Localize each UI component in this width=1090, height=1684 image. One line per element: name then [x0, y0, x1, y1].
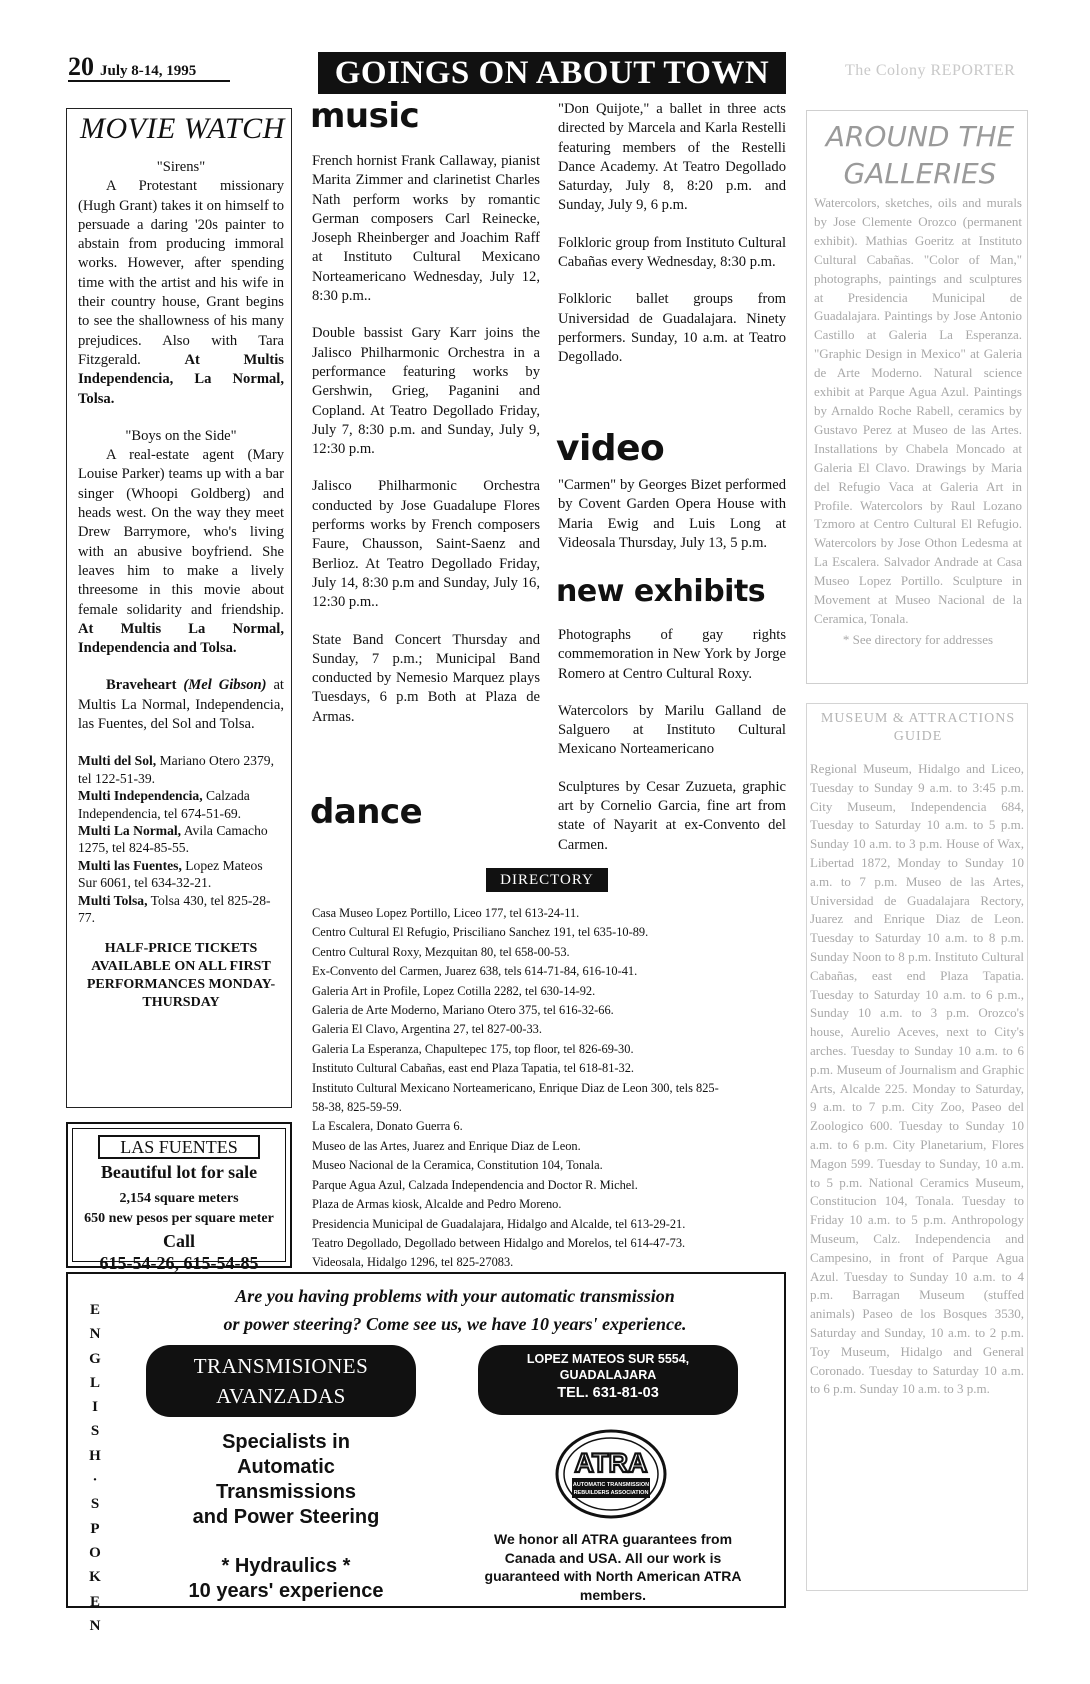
movie-review-text: A real-estate agent (Mary Louise Parker) teams up with a bar singer (Whoopi Goldberg) and heads west. On the way they meet Drew Barrymore, who's living with an abusive boyfriend. She leaves him to make a lively threesome in this movie about female solidarity and friendship. — [78, 447, 284, 618]
dance-heading: dance — [310, 792, 423, 832]
ad-lot-call: Call — [162, 1231, 195, 1251]
dance-item: Folkloric ballet groups from Universidad de Guadalajara. Ninety performers. Sunday, 10 a.m. at Teatro Degollado. — [558, 291, 786, 366]
directory-entry: Instituto Cultural Cabañas, east end Plaza Tapatia, tel 618-81-32. — [312, 1061, 635, 1076]
header-rule — [68, 80, 230, 82]
movie-review-text: at Multis La Normal, Independencia, las Fuentes, del Sol and Tolsa. — [78, 677, 284, 733]
page-header — [68, 52, 196, 82]
museum-guide-title: MUSEUM & ATTRACTIONS GUIDE — [820, 711, 1016, 744]
directory-entry: Casa Museo Lopez Portillo, Liceo 177, tel 613-24-11. — [312, 906, 580, 920]
music-heading: music — [310, 96, 420, 136]
directory-entry: Galeria El Clavo, Argentina 27, tel 827-00-33. — [312, 1022, 542, 1037]
movie-watch-column — [78, 158, 284, 1012]
directory-entry: Teatro Degollado, Degollado between Hidalgo and Morelos, tel 614-47-73. — [312, 1235, 686, 1250]
ad-lot-phones: 615-54-26, 615-54-85 — [99, 1253, 259, 1273]
directory-entry: Videosala, Hidalgo 1296, tel 825-27083. — [312, 1255, 514, 1270]
movie-heading-sirens: "Sirens" — [156, 159, 206, 175]
ad-business-name: TRANSMISIONES AVANZADAS — [146, 1345, 416, 1417]
galleries-text: Watercolors, sketches, oils and murals by Jose Clemente Orozco (permanent exhibit). Mathias Goeritz at Instituto Cultural Cabañas. "Color of Man," photographs, paintings and sculptures at Presidencia Municipal de Guadalajara. Paintings by Jose Antonio Castillo at Galeria La Esperanza. "Graphic Design in Mexico" at Galeria de Arte Moderno. Natural science exhibit at Parque Agua Azul. Paintings by Arnaldo Roche Rabell, ceramics by Gustavo Perez at Museo de las Artes. Installations by Chabela Moncado at Galeria El Clavo. Drawings by Maria del Refugio Vaca at Galeria Art in Profile. Watercolors by Raul Lozano Tzmoro at Centro Cultural El Refugio. Watercolors by Jose Othon Ledesma at La Escalera. Salvador Andrade at Casa Museo Lopez Portillo. Sculpture in Movement at Museo Nacional de la Ceramica, Tonala. — [814, 195, 1022, 626]
movie-review-sirens — [78, 177, 284, 409]
section-banner: GOINGS ON ABOUT TOWN — [318, 52, 786, 94]
cinema-entry: Multi Independencia, Calzada Independencia, tel 674-51-69. — [78, 788, 250, 821]
directory-label: DIRECTORY — [486, 868, 608, 892]
ad-las-fuentes — [66, 1122, 292, 1273]
directory-list — [312, 904, 786, 1273]
movie-venues: At Multis La Normal, Independencia and Tolsa. — [78, 620, 284, 657]
music-column — [312, 152, 540, 739]
dance-item: "Don Quijote," a ballet in three acts directed by Marcela and Karla Restelli featuring members of the Restelli Dance Academy. At Teatro Degollado Saturday, July 8, 8:20 p.m. and Sunday, July 9, 6 p.m. — [558, 101, 786, 214]
directory-entry: Ex-Convento del Carmen, Juarez 638, tels 614-71-84, 616-10-41. — [312, 964, 638, 979]
english-spoken: E N G L I S H · S P O K E N — [89, 1302, 101, 1634]
directory-entry: Parque Agua Azul, Calzada Independencia and Doctor R. Michel. — [312, 1177, 638, 1192]
exhibit-item: Sculptures by Cesar Zuzueta, graphic art by Cornelio Garcia, fine art from state of Nayarit at ex-Convento del Carmen. — [558, 778, 786, 853]
cinema-entry: Multi Tolsa, Tolsa 430, tel 825-28-77. — [78, 892, 271, 925]
exhibit-item: Photographs of gay rights commemoration in New York by Jorge Romero at Centro Cultural Roxy. — [558, 627, 786, 682]
music-item: Jalisco Philharmonic Orchestra conducted by Jose Guadalupe Flores performs works by French composers Faure, Chausson, Saint-Saenz and Berlioz. At Teatro Degollado Friday, July 14, 8:30 p.m and Sunday, July 16, 12:30 p.m.. — [312, 478, 540, 611]
museum-guide-body: Regional Museum, Hidalgo and Liceo, Tuesday to Sunday 9 a.m. to 3:45 p.m. City Museum, Independencia 684, Tuesday to Saturday 10 a.m. to 5 p.m. Sunday 10 a.m. to 3 p.m. House of Wax, Libertad 1872, Monday to Sunday 10 a.m. to 7 p.m. Museo de las Artes, Universidad de Guadalajara Rectory, Juarez and Enrique Diaz de Leon. Tuesday to Saturday 10 a.m. to 8 p.m. Sunday Noon to 8 p.m. Instituto Cultural Cabañas, east end Plaza Tapatia. Tuesday to Saturday 10 a.m. to 6 p.m., Sunday 10 a.m. to 3 p.m. Orozco's house, Aurelio Aceves, next to City's arches. Tuesday to Sunday 10 a.m. to 6 p.m. Museum of Journalism and Graphic Arts, Alcalde 225. Monday to Saturday, 9 a.m. to 7 p.m. City Zoo, Paseo del Zoologico 600. Tuesday to Sunday 10 a.m. to 6 p.m. City Planetarium, Flores Magon 599. Tuesday to Sunday, 10 a.m. to 5 p.m. National Ceramics Museum, Constitucion 104, Tonala. Tuesday to Friday 10 a.m. to 5 p.m. Anthropology Museum, Calz. Independencia and Campesino, in front of Parque Agua Azul. Tuesday to Sunday 10 a.m. to 4 p.m. Barragan Museum (stuffed animals) Paseo de los Bosques 3530, Saturday and Sunday, 10 a.m. to 2 p.m. Toy Museum, Hidalgo and General Coronado. Tuesday to Saturday 10 a.m. to 6 p.m. Sunday 10 a.m. to 3 p.m. — [810, 761, 1024, 1397]
cinema-entry: Multi las Fuentes, Lopez Mateos Sur 6061, tel 634-32-21. — [78, 857, 263, 891]
movie-review-text: A Protestant missionary (Hugh Grant) takes it on himself to persuade a daring '20s painter to abstain from producing immoral works. However, after spending time with the artist and his wife in their country house, Grant begins to see the shallowness of his many prejudices. Also with Tara Fitzgerald. — [78, 178, 284, 368]
ad-lot-title: LAS FUENTES — [98, 1135, 260, 1159]
music-item: French hornist Frank Callaway, pianist Marita Zimmer and clarinetist Charles Nath perform works by romantic German composers Carl Reinecke, Joseph Rheinberger and Joachim Raff at Instituto Cultural Mexicano Norteamericano Wednesday, July 12, 8:30 p.m.. — [312, 153, 540, 305]
directory-entry: Museo Nacional de la Ceramica, Constitution 104, Tonala. — [312, 1158, 603, 1173]
galleries-title: AROUND THE GALLERIES — [825, 120, 1015, 190]
dance-column — [558, 100, 786, 380]
atra-logo-sub1: AUTOMATIC TRANSMISSION — [572, 1482, 650, 1488]
movie-title-braveheart: Braveheart — [106, 677, 177, 694]
directory-entry: Presidencia Municipal de Guadalajara, Hidalgo and Alcalde, tel 613-29-21. — [312, 1216, 686, 1231]
atra-logo-icon — [554, 1428, 668, 1520]
movie-review-boys — [78, 446, 284, 658]
ad-hydraulics: * Hydraulics * 10 years' experience — [188, 1555, 384, 1602]
directory-entry: Centro Cultural Roxy, Mezquitan 80, tel 658-00-53. — [312, 944, 570, 959]
cinema-entry: Multi del Sol, Mariano Otero 2379, tel 122-51-39. — [78, 753, 274, 786]
galleries-note: * See directory for addresses — [842, 631, 994, 647]
movie-venues: At Multis Independencia, La Normal, Tolsa. — [78, 351, 284, 407]
ad-lot-subtitle: Beautiful lot for sale — [100, 1162, 258, 1182]
new-exhibits-column — [558, 626, 786, 867]
atra-logo-sub2: REBUILDERS ASSOCIATION — [573, 1490, 649, 1496]
galleries-body — [814, 194, 1022, 650]
directory-entry: Plaza de Armas kiosk, Alcalde and Pedro Moreno. — [312, 1197, 562, 1212]
directory-entry: Galeria La Esperanza, Chapultepec 175, top floor, tel 826-69-30. — [312, 1041, 634, 1056]
ad-address: LOPEZ MATEOS SUR 5554, GUADALAJARA TEL. 631-81-03 — [478, 1345, 738, 1415]
publication-name: The Colony REPORTER — [845, 62, 1016, 79]
half-price-notice: HALF-PRICE TICKETS AVAILABLE ON ALL FIRST PERFORMANCES MONDAY-THURSDAY — [86, 941, 276, 1011]
movie-cast-braveheart: (Mel Gibson) — [183, 677, 267, 694]
directory-entry: 58-38, 825-59-59. — [312, 1100, 402, 1115]
movie-heading-boys: "Boys on the Side" — [125, 427, 237, 444]
music-item: Double bassist Gary Karr joins the Jalisco Philharmonic Orchestra in a performance featuring works by Gershwin, Grieg, Paganini and Copland. At Teatro Degollado Friday, July 7, 8:30 p.m. and Sunday, July 9, 12:30 p.m. — [312, 325, 540, 458]
video-heading: video — [556, 428, 665, 469]
issue-date: July 8-14, 1995 — [100, 63, 197, 79]
dance-item: Folkloric group from Instituto Cultural Cabañas every Wednesday, 8:30 p.m. — [558, 234, 786, 271]
cinema-entry: Multi La Normal, Avila Camacho 1275, tel 824-85-55. — [78, 822, 268, 856]
ad-honor-text: We honor all ATRA guarantees from Canada and USA. All our work is guaranteed with North American ATRA members. — [484, 1531, 742, 1603]
movie-watch-title: MOVIE WATCH — [80, 112, 285, 145]
ad-inner-border — [72, 1128, 286, 1273]
ad-specialists: Specialists in Automatic Transmissions and Power Steering — [192, 1431, 380, 1528]
ad-lot-price: 650 new pesos per square meter — [84, 1211, 274, 1226]
exhibit-item: Watercolors by Marilu Galland de Salguero at Instituto Cultural Mexicano Norteamericano — [558, 702, 786, 758]
directory-entry: Galeria Art in Profile, Lopez Cotilla 2282, tel 630-14-92. — [312, 983, 596, 998]
cinema-list — [78, 752, 284, 926]
page-number: 20 — [68, 52, 94, 81]
video-item: "Carmen" by Georges Bizet performed by Covent Garden Opera House with Maria Ewig and Luis Long at Videosala Thursday, July 13, 5 p.m. — [558, 477, 786, 551]
ad-question: Are you having problems with your automatic transmission or power steering? Come see us, we have 10 years' experience. — [223, 1286, 687, 1334]
ad-lot-size: 2,154 square meters — [119, 1191, 239, 1206]
directory-entry: Galeria de Arte Moderno, Mariano Otero 375, tel 616-32-66. — [312, 1003, 614, 1018]
directory-entry: Museo de las Artes, Juarez and Enrique Diaz de Leon. — [312, 1138, 581, 1153]
music-item: State Band Concert Thursday and Sunday, 7 p.m.; Municipal Band conducted by Nemesio Marquez plays Tuesdays, 6 p.m Both at Plaza de Armas. — [312, 631, 540, 725]
video-column — [558, 476, 786, 565]
new-exhibits-heading: new exhibits — [556, 574, 766, 609]
atra-logo-text: ATRA — [574, 1448, 648, 1478]
directory-entry: Instituto Cultural Mexicano Norteamericano, Enrique Diaz de Leon 300, tels 825- — [312, 1080, 719, 1095]
directory-entry: La Escalera, Donato Guerra 6. — [312, 1119, 463, 1134]
directory-entry: Centro Cultural El Refugio, Prisciliano Sanchez 191, tel 635-10-89. — [312, 925, 649, 940]
movie-review-braveheart — [78, 676, 284, 734]
